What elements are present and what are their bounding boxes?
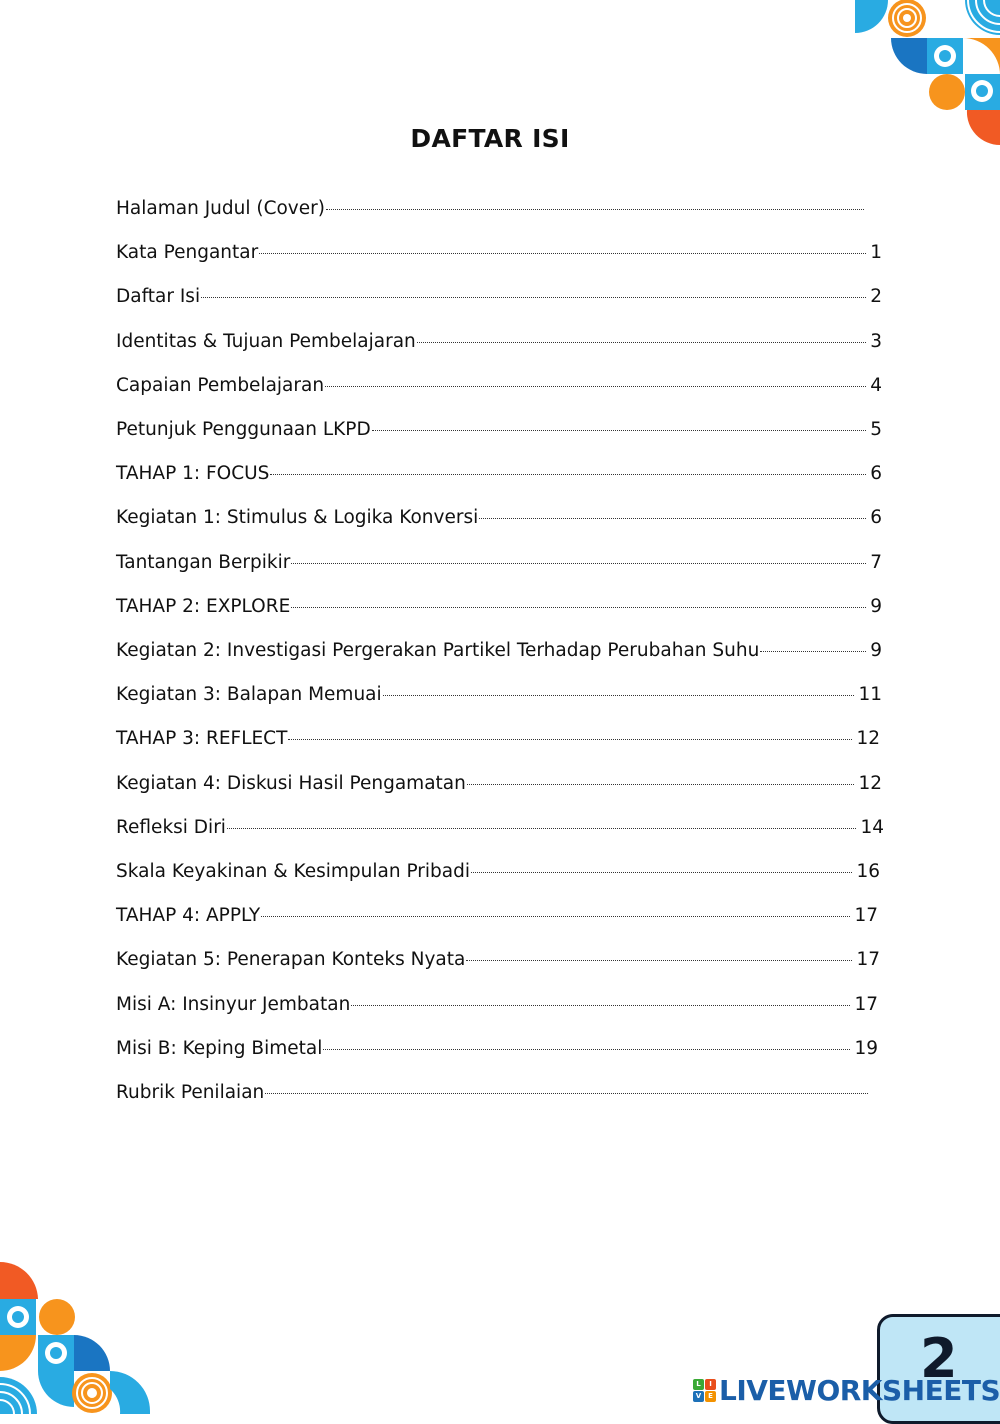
toc-entry[interactable] xyxy=(116,728,880,772)
toc-dot-leader xyxy=(227,828,857,829)
toc-entry-label: Kegiatan 1: Stimulus & Logika Konversi xyxy=(116,507,479,529)
toc-entry-label: Misi A: Insinyur Jembatan xyxy=(116,993,351,1015)
toc-entry-label: TAHAP 4: APPLY xyxy=(116,905,261,927)
toc-dot-leader xyxy=(325,386,866,387)
toc-dot-leader xyxy=(471,872,852,873)
toc-entry-label: Petunjuk Penggunaan LKPD xyxy=(116,419,371,440)
toc-dot-leader xyxy=(372,430,867,431)
toc-entry-label: Halaman Judul (Cover) xyxy=(116,198,325,219)
toc-entry-label: TAHAP 3: REFLECT xyxy=(116,728,288,750)
liveworksheets-watermark xyxy=(693,1373,1000,1407)
toc-dot-leader xyxy=(291,607,866,608)
liveworksheets-logo-icon: L I V E xyxy=(693,1379,716,1402)
toc-entry-label: Identitas & Tujuan Pembelajaran xyxy=(116,330,416,352)
toc-entry[interactable] xyxy=(116,684,882,728)
toc-entry-label: TAHAP 2: EXPLORE xyxy=(116,595,291,617)
toc-entry[interactable] xyxy=(116,507,882,551)
toc-entry-page: 9 xyxy=(870,640,882,661)
toc-entry[interactable] xyxy=(116,242,882,286)
toc-entry-label: Tantangan Berpikir xyxy=(116,551,291,573)
toc-dot-leader xyxy=(466,960,852,961)
toc-entry[interactable] xyxy=(116,1082,882,1126)
toc-entry-label: Skala Keyakinan & Kesimpulan Pribadi xyxy=(116,861,471,882)
toc-entry[interactable] xyxy=(116,861,880,905)
toc-entry-page: 7 xyxy=(870,551,882,573)
toc-entry-label: Kegiatan 5: Penerapan Konteks Nyata xyxy=(116,949,466,971)
toc-entry[interactable] xyxy=(116,419,882,463)
toc-dot-leader xyxy=(288,739,852,740)
toc-entry-label: Kegiatan 4: Diskusi Hasil Pengamatan xyxy=(116,772,466,794)
toc-entry[interactable] xyxy=(116,817,884,861)
page-title: DAFTAR ISI xyxy=(410,124,570,153)
toc-entry-page: 17 xyxy=(854,905,878,927)
toc-entry[interactable] xyxy=(116,640,882,684)
toc-entry[interactable] xyxy=(116,463,882,507)
toc-entry-label: Refleksi Diri xyxy=(116,816,226,838)
toc-dot-leader xyxy=(291,563,866,564)
liveworksheets-text: LIVEWORKSHEETS xyxy=(719,1373,1000,1407)
toc-entry[interactable] xyxy=(116,994,878,1038)
toc-entry-label: Kata Pengantar xyxy=(116,242,259,264)
toc-entry-page: 11 xyxy=(858,684,882,706)
toc-entry[interactable] xyxy=(116,375,882,419)
toc-entry[interactable] xyxy=(116,198,878,242)
toc-entry-label: TAHAP 1: FOCUS xyxy=(116,463,270,485)
toc-entry[interactable] xyxy=(116,949,880,993)
toc-dot-leader xyxy=(383,695,855,696)
toc-entry-page: 6 xyxy=(870,463,882,485)
toc-dot-leader xyxy=(760,651,866,652)
toc-dot-leader xyxy=(417,342,866,343)
toc-dot-leader xyxy=(323,1049,850,1050)
toc-entry-page: 17 xyxy=(854,993,878,1015)
toc-entry-page: 4 xyxy=(870,374,882,396)
toc-entry-page: 12 xyxy=(856,728,880,750)
decorative-shapes-bottom-left xyxy=(0,1259,150,1414)
toc-dot-leader xyxy=(261,916,850,917)
toc-entry[interactable] xyxy=(116,552,882,596)
toc-entry[interactable] xyxy=(116,286,882,330)
toc-entry-label: Misi B: Keping Bimetal xyxy=(116,1037,323,1059)
toc-entry-page: 2 xyxy=(870,286,882,308)
page-number-box xyxy=(877,1314,1000,1424)
toc-entry[interactable] xyxy=(116,331,882,375)
toc-dot-leader xyxy=(265,1093,868,1094)
toc-entry-page: 1 xyxy=(870,242,882,264)
toc-entry-page: 3 xyxy=(870,330,882,352)
toc-entry-page: 14 xyxy=(860,816,884,838)
toc-dot-leader xyxy=(351,1005,850,1006)
toc-dot-leader xyxy=(479,518,866,519)
toc-dot-leader xyxy=(467,784,855,785)
toc-entry-page: 6 xyxy=(870,507,882,529)
toc-entry-label: Rubrik Penilaian xyxy=(116,1082,265,1103)
toc-dot-leader xyxy=(270,474,866,475)
toc-dot-leader xyxy=(326,209,864,210)
toc-entry-label: Capaian Pembelajaran xyxy=(116,374,325,396)
toc-entry[interactable] xyxy=(116,596,882,640)
toc-entry-page: 17 xyxy=(856,949,880,971)
toc-dot-leader xyxy=(259,253,866,254)
toc-entry-page: 9 xyxy=(870,595,882,617)
toc-entry-label: Kegiatan 3: Balapan Memuai xyxy=(116,684,382,706)
toc-entry[interactable] xyxy=(116,773,882,817)
toc-entry-page: 19 xyxy=(854,1037,878,1059)
toc-entry-page: 16 xyxy=(856,861,880,882)
toc-dot-leader xyxy=(201,297,866,298)
toc-entry[interactable] xyxy=(116,905,878,949)
toc-entry-page: 5 xyxy=(870,419,882,440)
toc-entry-label: Daftar Isi xyxy=(116,286,201,308)
toc-entry-label: Kegiatan 2: Investigasi Pergerakan Partikel Terhadap Perubahan Suhu xyxy=(116,640,760,661)
toc-entry-page: 12 xyxy=(858,772,882,794)
page-number: 2 xyxy=(920,1327,958,1390)
toc-entry[interactable] xyxy=(116,1038,878,1082)
